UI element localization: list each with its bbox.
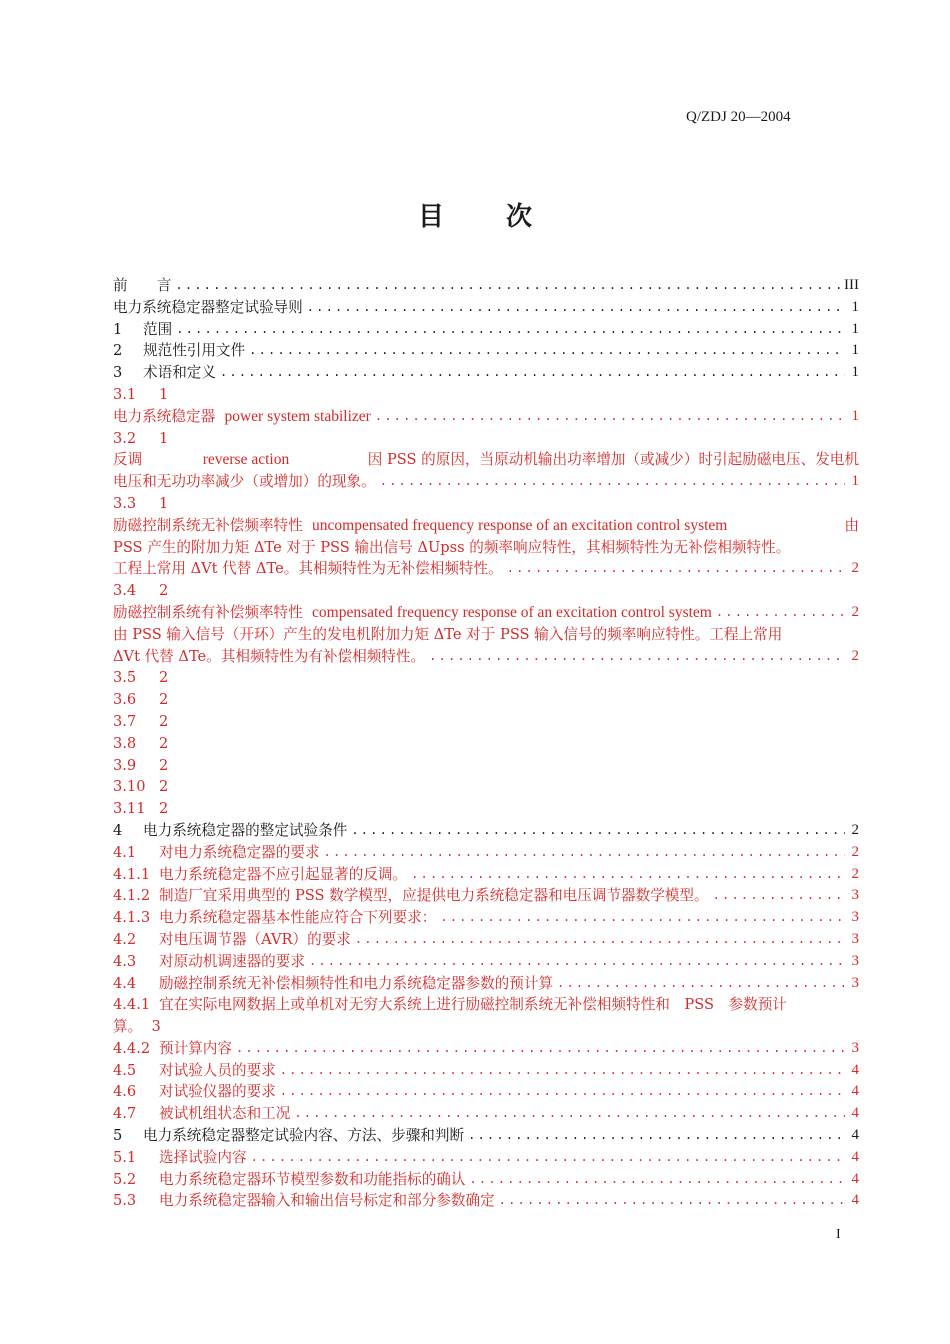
toc-page: 2	[159, 756, 169, 774]
toc-num: 1	[113, 320, 123, 338]
toc-page: 3	[851, 952, 859, 969]
toc-tail: 由	[844, 516, 859, 534]
toc-entry-4-1-1[interactable]	[113, 864, 859, 886]
toc-entry-3-5[interactable]	[113, 667, 859, 689]
toc-page: III	[844, 277, 859, 293]
toc-entry-guide[interactable]	[113, 297, 859, 319]
toc-label: 电力系统稳定器基本性能应符合下列要求：	[159, 909, 437, 927]
toc-page: 2	[159, 778, 169, 796]
toc-page: 4	[851, 1192, 859, 1209]
toc-label: 电力系统稳定器不应引起显著的反调。	[159, 865, 408, 883]
toc-label: 励磁控制系统无补偿频率特性	[113, 516, 303, 534]
toc-entry-3-2[interactable]	[113, 428, 859, 450]
toc-entry-3-1[interactable]	[113, 384, 859, 406]
toc-label: 电力系统稳定器整定试验内容、方法、步骤和判断	[143, 1127, 465, 1145]
toc-page: 2	[159, 734, 169, 752]
toc-num: 4.5	[113, 1061, 137, 1079]
toc-page: 4	[851, 1170, 859, 1187]
toc-num: 3.7	[113, 712, 137, 730]
toc-entry-4-4-2[interactable]	[113, 1038, 859, 1060]
toc-label: 前 言	[113, 277, 172, 294]
toc-entry-3-4-desc[interactable]	[113, 624, 859, 646]
toc-entry-3-8[interactable]	[113, 733, 859, 755]
table-of-contents	[113, 275, 859, 1212]
toc-page: 3	[851, 974, 859, 991]
toc-entry-3-4[interactable]	[113, 580, 859, 602]
toc-entry-4-3[interactable]	[113, 951, 859, 973]
toc-num: 3.11	[113, 800, 146, 818]
toc-page: 1	[851, 473, 859, 490]
page-title	[0, 196, 950, 233]
toc-page: 2	[159, 582, 169, 600]
toc-entry-4[interactable]	[113, 820, 859, 842]
toc-entry-3-10[interactable]	[113, 776, 859, 798]
toc-entry-3-3-desc[interactable]	[113, 537, 859, 559]
toc-page: 2	[851, 843, 859, 860]
toc-label: 励磁控制系统有补偿频率特性	[113, 603, 303, 621]
toc-label: 对试验人员的要求	[159, 1061, 276, 1079]
toc-entry-3-3-term[interactable]	[113, 515, 859, 537]
toc-label: 电力系统稳定器整定试验导则	[113, 298, 303, 316]
toc-page: 4	[851, 1105, 859, 1122]
toc-label: 术语和定义	[143, 364, 216, 382]
toc-num: 3.5	[113, 669, 137, 687]
toc-entry-5-1[interactable]	[113, 1147, 859, 1169]
toc-num: 5.1	[113, 1148, 137, 1166]
toc-page: 1	[159, 494, 169, 512]
toc-entry-4-7[interactable]	[113, 1103, 859, 1125]
toc-label: ΔVt 代替 ΔTe。其相频特性为有补偿相频特性。	[113, 647, 426, 665]
toc-num: 3.1	[113, 385, 137, 403]
toc-page: 3	[851, 887, 859, 904]
toc-page: 1	[851, 298, 859, 315]
toc-label-en: power system stabilizer	[224, 407, 371, 425]
toc-label: 制造厂宜采用典型的 PSS 数学模型，应提供电力系统稳定器和电压调节器数学模型。	[159, 887, 709, 905]
toc-label: 反调	[113, 451, 143, 469]
toc-num: 3.4	[113, 582, 137, 600]
toc-num: 4.4.1	[113, 996, 151, 1014]
toc-page: 2	[851, 821, 859, 838]
toc-num: 2	[113, 342, 123, 360]
toc-label: 对电压调节器（AVR）的要求	[159, 930, 351, 948]
toc-label: 电力系统稳定器的整定试验条件	[143, 821, 348, 839]
toc-label: 电压和无功功率减少（或增加）的现象。	[113, 473, 376, 491]
toc-page: 1	[851, 407, 859, 424]
toc-num: 3.10	[113, 778, 146, 796]
toc-page: 4	[851, 1083, 859, 1100]
toc-num: 4.1.1	[113, 865, 151, 883]
toc-num: 5.2	[113, 1170, 137, 1188]
toc-label: 对电力系统稳定器的要求	[159, 843, 320, 861]
toc-num: 3.6	[113, 691, 137, 709]
toc-label: 预计算内容	[159, 1039, 232, 1057]
toc-label-en: compensated frequency response of an excitation control system	[312, 603, 712, 621]
toc-page: 4	[851, 1127, 859, 1144]
toc-page: 2	[159, 712, 169, 730]
toc-label: 对原动机调速器的要求	[159, 952, 305, 970]
toc-label: 电力系统稳定器环节模型参数和功能指标的确认	[159, 1170, 466, 1188]
toc-entry-4-6[interactable]	[113, 1081, 859, 1103]
toc-page: 2	[851, 560, 859, 577]
toc-page: 2	[159, 800, 169, 818]
toc-entry-3-9[interactable]	[113, 755, 859, 777]
toc-num: 3	[113, 364, 123, 382]
title-char-2: 次	[506, 202, 533, 232]
toc-entry-4-1-3[interactable]	[113, 907, 859, 929]
toc-label: 范围	[143, 320, 173, 338]
toc-entry-3-4-cont[interactable]	[113, 646, 859, 668]
toc-label: 励磁控制系统无补偿相频特性和电力系统稳定器参数的预计算	[159, 974, 554, 992]
toc-page: 4	[851, 1148, 859, 1165]
toc-page: 3	[851, 930, 859, 947]
toc-entry-3-11[interactable]	[113, 798, 859, 820]
toc-num: 4.4.2	[113, 1039, 151, 1057]
toc-page: 1	[159, 385, 169, 403]
toc-entry-2[interactable]	[113, 340, 859, 362]
toc-entry-preface[interactable]	[113, 275, 859, 297]
toc-num: 4.6	[113, 1083, 137, 1101]
toc-num: 4.2	[113, 930, 137, 948]
toc-page: 1	[159, 429, 169, 447]
toc-desc: PSS 产生的附加力矩 ΔTe 对于 PSS 输出信号 ΔUpss 的频率响应特性，其相频特性为无补偿相频特性。	[113, 538, 791, 556]
toc-num: 3.9	[113, 756, 137, 774]
toc-entry-3-3-cont[interactable]	[113, 558, 859, 580]
toc-label: 电力系统稳定器输入和输出信号标定和部分参数确定	[159, 1192, 495, 1210]
toc-entry-4-1-2[interactable]	[113, 885, 859, 907]
toc-entry-4-4-1-cont[interactable]	[113, 1016, 859, 1038]
toc-desc: 因 PSS 的原因，当原动机输出功率增加（或减少）时引起励磁电压、发电机	[367, 451, 859, 469]
toc-label: 规范性引用文件	[143, 342, 246, 360]
toc-entry-5[interactable]	[113, 1125, 859, 1147]
toc-entry-4-1[interactable]	[113, 842, 859, 864]
toc-num: 5.3	[113, 1192, 137, 1210]
toc-label: 电力系统稳定器	[113, 407, 216, 425]
toc-num: 4.1.3	[113, 909, 151, 927]
toc-label: 被试机组状态和工况	[159, 1105, 291, 1123]
toc-num: 4.7	[113, 1105, 137, 1123]
toc-entry-3-1-term[interactable]	[113, 406, 859, 428]
toc-page: 2	[159, 691, 169, 709]
toc-page: 3	[151, 1018, 161, 1036]
toc-entry-4-4-1[interactable]	[113, 994, 859, 1016]
toc-num: 4	[113, 821, 123, 839]
toc-entry-3-2-term[interactable]	[113, 449, 859, 471]
toc-label-en: reverse action	[202, 451, 290, 469]
toc-page: 3	[851, 1039, 859, 1056]
toc-page: 4	[851, 1061, 859, 1078]
toc-page: 2	[851, 603, 859, 620]
toc-entry-3[interactable]	[113, 362, 859, 384]
toc-entry-3-7[interactable]	[113, 711, 859, 733]
toc-page: 2	[159, 669, 169, 687]
toc-entry-3-6[interactable]	[113, 689, 859, 711]
toc-num: 3.3	[113, 494, 137, 512]
toc-num: 3.2	[113, 429, 137, 447]
toc-page: 1	[851, 342, 859, 359]
toc-num: 4.1	[113, 843, 137, 861]
toc-page: 1	[851, 320, 859, 337]
toc-entry-1[interactable]	[113, 319, 859, 341]
toc-entry-3-4-term[interactable]	[113, 602, 859, 624]
page-number: I	[836, 1227, 841, 1242]
toc-page: 2	[851, 647, 859, 664]
title-char-1: 目	[417, 202, 444, 232]
toc-num: 4.3	[113, 952, 137, 970]
toc-entry-4-2[interactable]	[113, 929, 859, 951]
toc-label: 宜在实际电网数据上或单机对无穷大系统上进行励磁控制系统无补偿相频特性和 PSS 参数预计	[159, 996, 787, 1014]
toc-label: 算。	[113, 1018, 143, 1036]
toc-label-en: uncompensated frequency response of an excitation control system	[312, 516, 728, 534]
toc-entry-3-2-cont[interactable]	[113, 471, 859, 493]
toc-page: 2	[851, 865, 859, 882]
toc-num: 4.4	[113, 974, 137, 992]
toc-entry-4-4[interactable]	[113, 973, 859, 995]
toc-entry-5-3[interactable]	[113, 1190, 859, 1212]
toc-num: 5	[113, 1127, 123, 1145]
toc-desc: 由 PSS 输入信号（开环）产生的发电机附加力矩 ΔTe 对于 PSS 输入信号的频率响应特性。工程上常用	[113, 625, 783, 643]
toc-entry-3-3[interactable]	[113, 493, 859, 515]
toc-num: 3.8	[113, 734, 137, 752]
toc-page: 3	[851, 909, 859, 926]
toc-label: 工程上常用 ΔVt 代替 ΔTe。其相频特性为无补偿相频特性。	[113, 560, 503, 578]
document-code: Q/ZDJ 20—2004	[686, 109, 791, 125]
toc-page: 1	[851, 364, 859, 381]
toc-entry-5-2[interactable]	[113, 1169, 859, 1191]
toc-label: 对试验仪器的要求	[159, 1083, 276, 1101]
toc-num: 4.1.2	[113, 887, 151, 905]
toc-entry-4-5[interactable]	[113, 1060, 859, 1082]
toc-label: 选择试验内容	[159, 1148, 247, 1166]
